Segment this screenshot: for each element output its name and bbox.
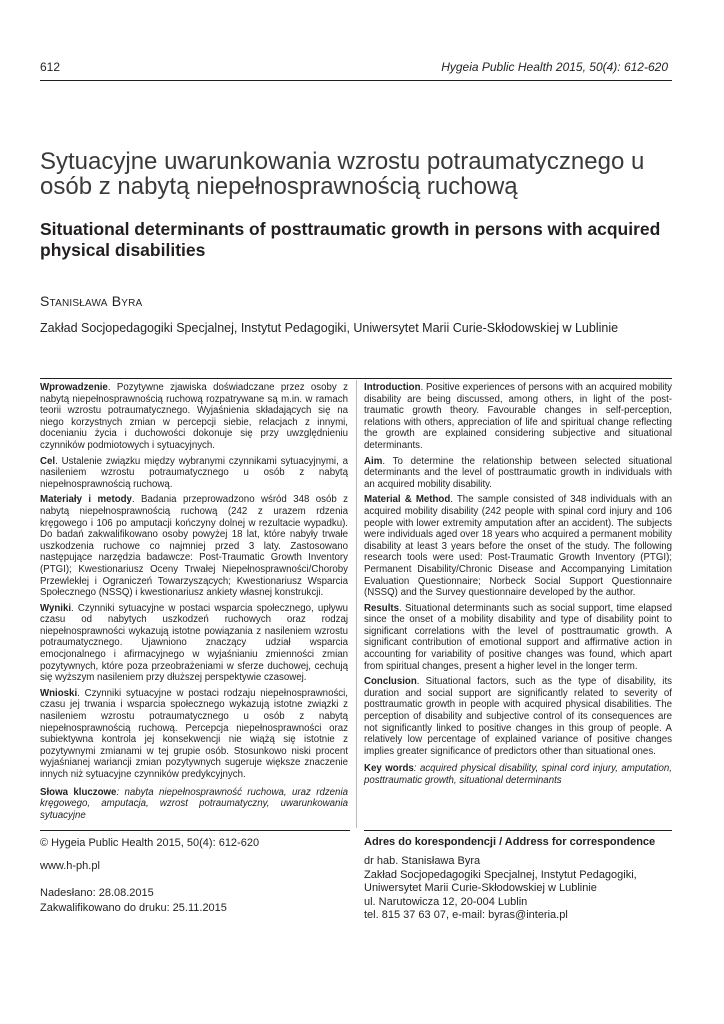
- running-header: [40, 58, 672, 81]
- correspondence-address: [364, 836, 672, 922]
- abstract-en-keywords: Key words: acquired physical disability, spinal cord injury, amputation, posttraumatic growth, situational determinants: [364, 763, 672, 786]
- contact-line: tel. 815 37 63 07, e-mail: byras@interia.pl: [364, 909, 568, 922]
- abstract-en-aim: Aim. To determine the relationship between selected situational determinants and the level of posttraumatic growth in individuals with an acquired mobility disability.: [364, 455, 672, 490]
- abstract-en-results: Results. Situational determinants such as social support, time elapsed since the onset of a mobility disability and type of disability point to significant correlations with the level of posttraumatic growth. A significant contribution of emotional support and affirmative action in accounting for variability of positive changes was found, which apart from spiritual changes, present a higher level in the longer term.: [364, 602, 672, 672]
- submitted-date: Nadesłano: 28.08.2015: [40, 887, 154, 899]
- author-name: Stanisława Byra: [40, 293, 143, 309]
- abstract-en-conclusion: Conclusion. Situational factors, such as the type of disability, its duration and social support are significantly related to severity of posttraumatic growth in people with acquired physical disabilities. The perception of disability and subjective control of its consequences are not significantly linked to positive changes in this group of people. A relatively low percentage of explained variance of positive changes implies greater significance of predictors other than situational ones.: [364, 676, 672, 757]
- abstract-en-intro: Introduction. Positive experiences of persons with an acquired mobility disability are being discussed, among others, in light of the post-traumatic growth theory. Favourable changes in self-perception, relations with others, appreciation of life and spiritual change reflecting the growth are explained considering subjective and situational determinants.: [364, 382, 672, 451]
- page-number: 612: [40, 60, 61, 74]
- abstract-en-method: Material & Method. The sample consisted of 348 individuals with an acquired mobility disability (242 people with spinal cord injury and 106 people with lower extremity amputation after an accident). The subjects were individuals aged over 18 years who acquired a permanent mobility disability at least 3 years before the onset of the study. The following research tools were used: Post-Traumatic Growth Inventory (PTGI); Permanent Disability/Chronic Disease and Accompanying Limitation Evaluation Questionnaire; Norbeck Social Support Questionnaire (NSSQ) and the Survey questionnaire developed by the author.: [364, 494, 672, 599]
- correspondence-heading: Adres do korespondencji / Address for correspondence: [364, 836, 656, 848]
- publication-info: [40, 836, 350, 916]
- abstract-pl-keywords: Słowa kluczowe: nabyta niepełnosprawność ruchowa, uraz rdzenia kręgowego, amputacja, wzrost potraumatyczny, uwarunkowania sytuacyjne: [40, 786, 348, 821]
- address-line: Uniwersytet Marii Curie-Skłodowskiej w Lublinie: [364, 882, 597, 895]
- abstract-pl-aim: Cel. Ustalenie związku między wybranymi czynnikami sytuacyjnymi, a nasileniem wzrostu potraumatycznego u osób z nabytą niepełnosprawnością ruchową.: [40, 455, 348, 490]
- abstract-pl-method: Materiały i metody. Badania przeprowadzono wśród 348 osób z nabytą niepełnosprawnością ruchową (242 z urazem rdzenia kręgowego i 106 po amputacji kończyny dolnej w rezultacie wypadku). Do badań zakwalifikowano osoby powyżej 18 lat, które nabyły trwałe uszkodzenia ruchowe co najmniej przed 3 laty. Zastosowano następujące narzędzia badawcze: Post-Traumatic Growth Inventory (PTGI); Kwestionariusz Oceny Trwałej Niepełnosprawności/Choroby Przewlekłej i Ograniczeń Towarzyszących; Kwestionariusz Wsparcia Społecznego (NSSQ) i kwestionariusz ankiety własnej konstrukcji.: [40, 494, 349, 599]
- abstract-english: [364, 382, 672, 791]
- address-line: Zakład Socjopedagogiki Specjalnej, Instytut Pedagogiki,: [364, 868, 637, 881]
- abstract-pl-intro: Wprowadzenie. Pozytywne zjawiska doświadczane przez osoby z nabytą niepełnosprawnością ruchową rozpatrywane są m.in. w ramach teorii wzrostu potraumatycznego. Wyjaśnienia składających się na niego korzystnych zmian w percepcji siebie, relacjach z innymi, docenianiu życia i duchowości dokonuje się przy uwzględnieniu czynników podmiotowych i sytuacyjnych.: [40, 382, 348, 451]
- abstract-pl-results: Wyniki. Czynniki sytuacyjne w postaci wsparcia społecznego, upływu czasu od nabytych uszkodzeń ruchowych oraz rodzaj niepełnosprawności wykazują istotne powiązania z nasileniem wzrostu potraumatycznego. Ujawniono znaczący udział wsparcia emocjonalnego i afirmacyjnego w wyjaśnianiu zmienności zmian pozytywnych, które poza przeobrażeniami w sferze duchowej, cechują się wyższym nasileniem przy dłuższej perspektywie czasowej.: [40, 602, 348, 684]
- footer-rule-left: [40, 830, 350, 831]
- article-title-polish: Sytuacyjne uwarunkowania wzrostu potraumatycznego u osób z nabytą niepełnosprawnością ruchową: [40, 148, 645, 200]
- website-link[interactable]: www.h-ph.pl: [40, 860, 100, 872]
- copyright-line: © Hygeia Public Health 2015, 50(4): 612-620: [40, 837, 260, 849]
- abstract-polish: [40, 382, 348, 825]
- address-line: ul. Narutowicza 12, 20-004 Lublin: [364, 895, 528, 908]
- author-affiliation: Zakład Socjopedagogiki Specjalnej, Instytut Pedagogiki, Uniwersytet Marii Curie-Skłodowskiej w Lublinie: [40, 321, 619, 335]
- accepted-date: Zakwalifikowano do druku: 25.11.2015: [40, 902, 227, 914]
- journal-reference: Hygeia Public Health 2015, 50(4): 612-620: [441, 60, 668, 74]
- footer-rule-right: [364, 830, 672, 831]
- abstract-top-rule: [40, 378, 672, 379]
- address-line: dr hab. Stanisława Byra: [364, 855, 481, 868]
- abstract-pl-conclusions: Wnioski. Czynniki sytuacyjne w postaci rodzaju niepełnosprawności, czasu jej trwania i wsparcia społecznego wykazują istotne związki z nasileniem wzrostu potraumatycznego u osób z nabytą niepełnosprawnością ruchową. Percepcja niepełnosprawności oraz subiektywna kontrola jej konsekwencji nie wiążą się istotnie z pozytywnymi zmianami w tej grupie osób. Stosunkowo niski procent wyjaśnianej wariancji zmian pozytywnych sugeruje większe znaczenie innych niż sytuacyjne czynników predykcyjnych.: [40, 687, 348, 780]
- column-separator: [356, 380, 357, 828]
- article-title-english: Situational determinants of posttraumatic growth in persons with acquired physical disabilities: [40, 219, 661, 260]
